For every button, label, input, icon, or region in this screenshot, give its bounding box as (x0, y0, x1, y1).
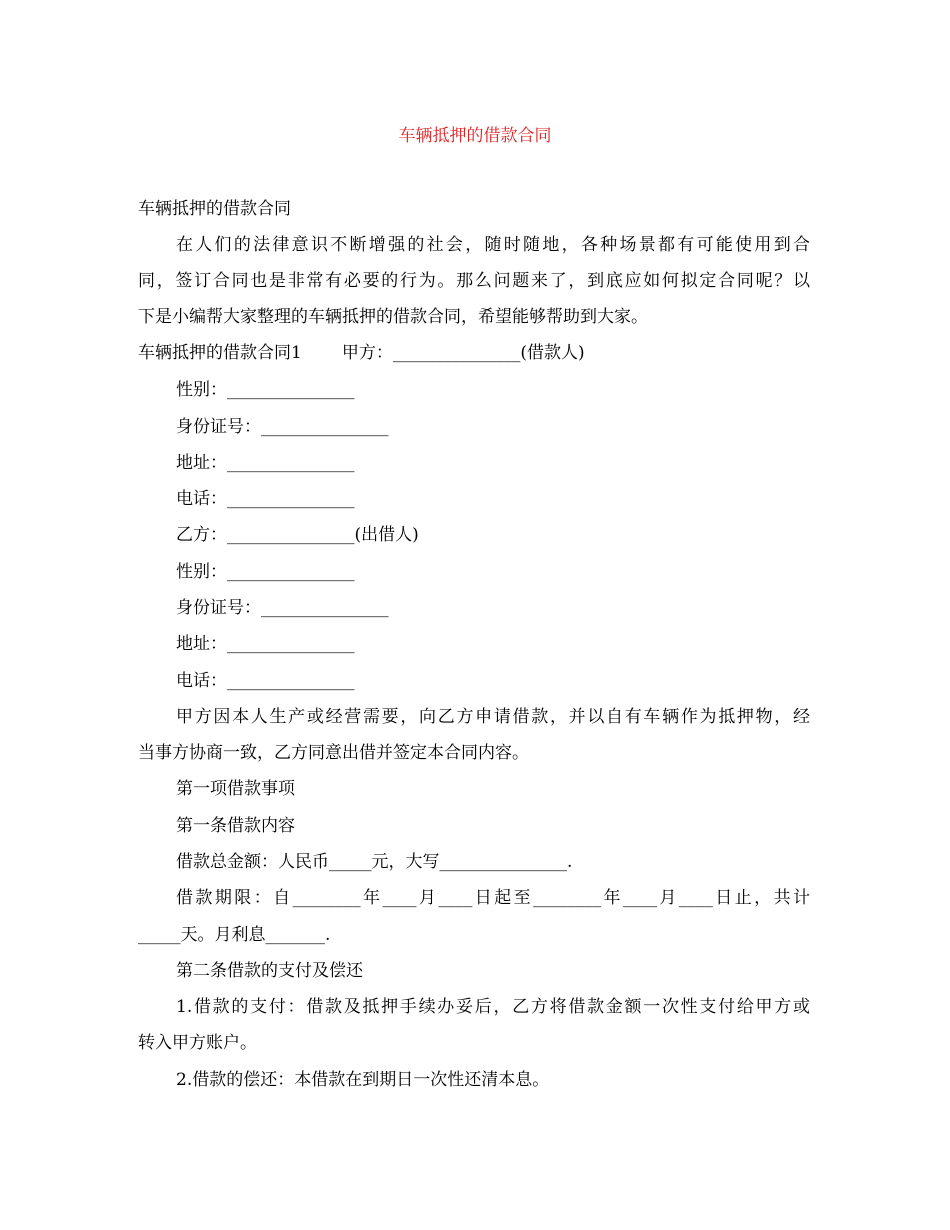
intro-line-1: 在人们的法律意识不断增强的社会，随时随地，各种场景都有可能使用到合 (176, 235, 810, 255)
party-b-gender: 性别：_______________ (176, 562, 355, 582)
party-a-id-number: 身份证号：_______________ (176, 417, 389, 437)
article-2-title: 第二条借款的支付及偿还 (176, 961, 363, 981)
document-subtitle: 车辆抵押的借款合同 (138, 199, 291, 219)
contract-heading-row (138, 341, 585, 365)
section-1-title: 第一项借款事项 (176, 779, 295, 799)
loan-amount: 借款总金额：人民币_____元，大写_______________. (176, 852, 573, 872)
party-b-label: 乙方：_______________(出借人) (176, 525, 419, 545)
payment-line-2: 转入甲方账户。 (138, 1033, 257, 1053)
loan-term-line-2: _____天。月利息_______. (138, 925, 331, 945)
preamble-line-2: 当事方协商一致，乙方同意出借并签定本合同内容。 (138, 743, 529, 763)
article-1-title: 第一条借款内容 (176, 816, 295, 836)
party-b-address: 地址：_______________ (176, 634, 355, 654)
party-a-label: 甲方：_______________(借款人) (341, 343, 585, 363)
party-a-gender: 性别：_______________ (176, 380, 355, 400)
party-a-address: 地址：_______________ (176, 453, 355, 473)
document-title: 车辆抵押的借款合同 (398, 126, 552, 146)
contract-heading: 车辆抵押的借款合同1 (138, 343, 302, 363)
party-a-phone: 电话：_______________ (176, 489, 355, 509)
preamble-line-1: 甲方因本人生产或经营需要，向乙方申请借款，并以自有车辆作为抵押物，经 (176, 707, 810, 727)
loan-term-line-1: 借款期限：自________年____月____日起至________年____月____日止，共计 (176, 888, 810, 908)
party-b-id-number: 身份证号：_______________ (176, 598, 389, 618)
repayment: 2.借款的偿还：本借款在到期日一次性还清本息。 (176, 1070, 550, 1090)
intro-line-2: 同，签订合同也是非常有必要的行为。那么问题来了，到底应如何拟定合同呢？以 (138, 271, 810, 291)
intro-line-3: 下是小编帮大家整理的车辆抵押的借款合同，希望能够帮助到大家。 (138, 307, 648, 327)
party-b-phone: 电话：_______________ (176, 671, 355, 691)
payment-line-1: 1.借款的支付：借款及抵押手续办妥后，乙方将借款金额一次性支付给甲方或 (176, 997, 810, 1017)
